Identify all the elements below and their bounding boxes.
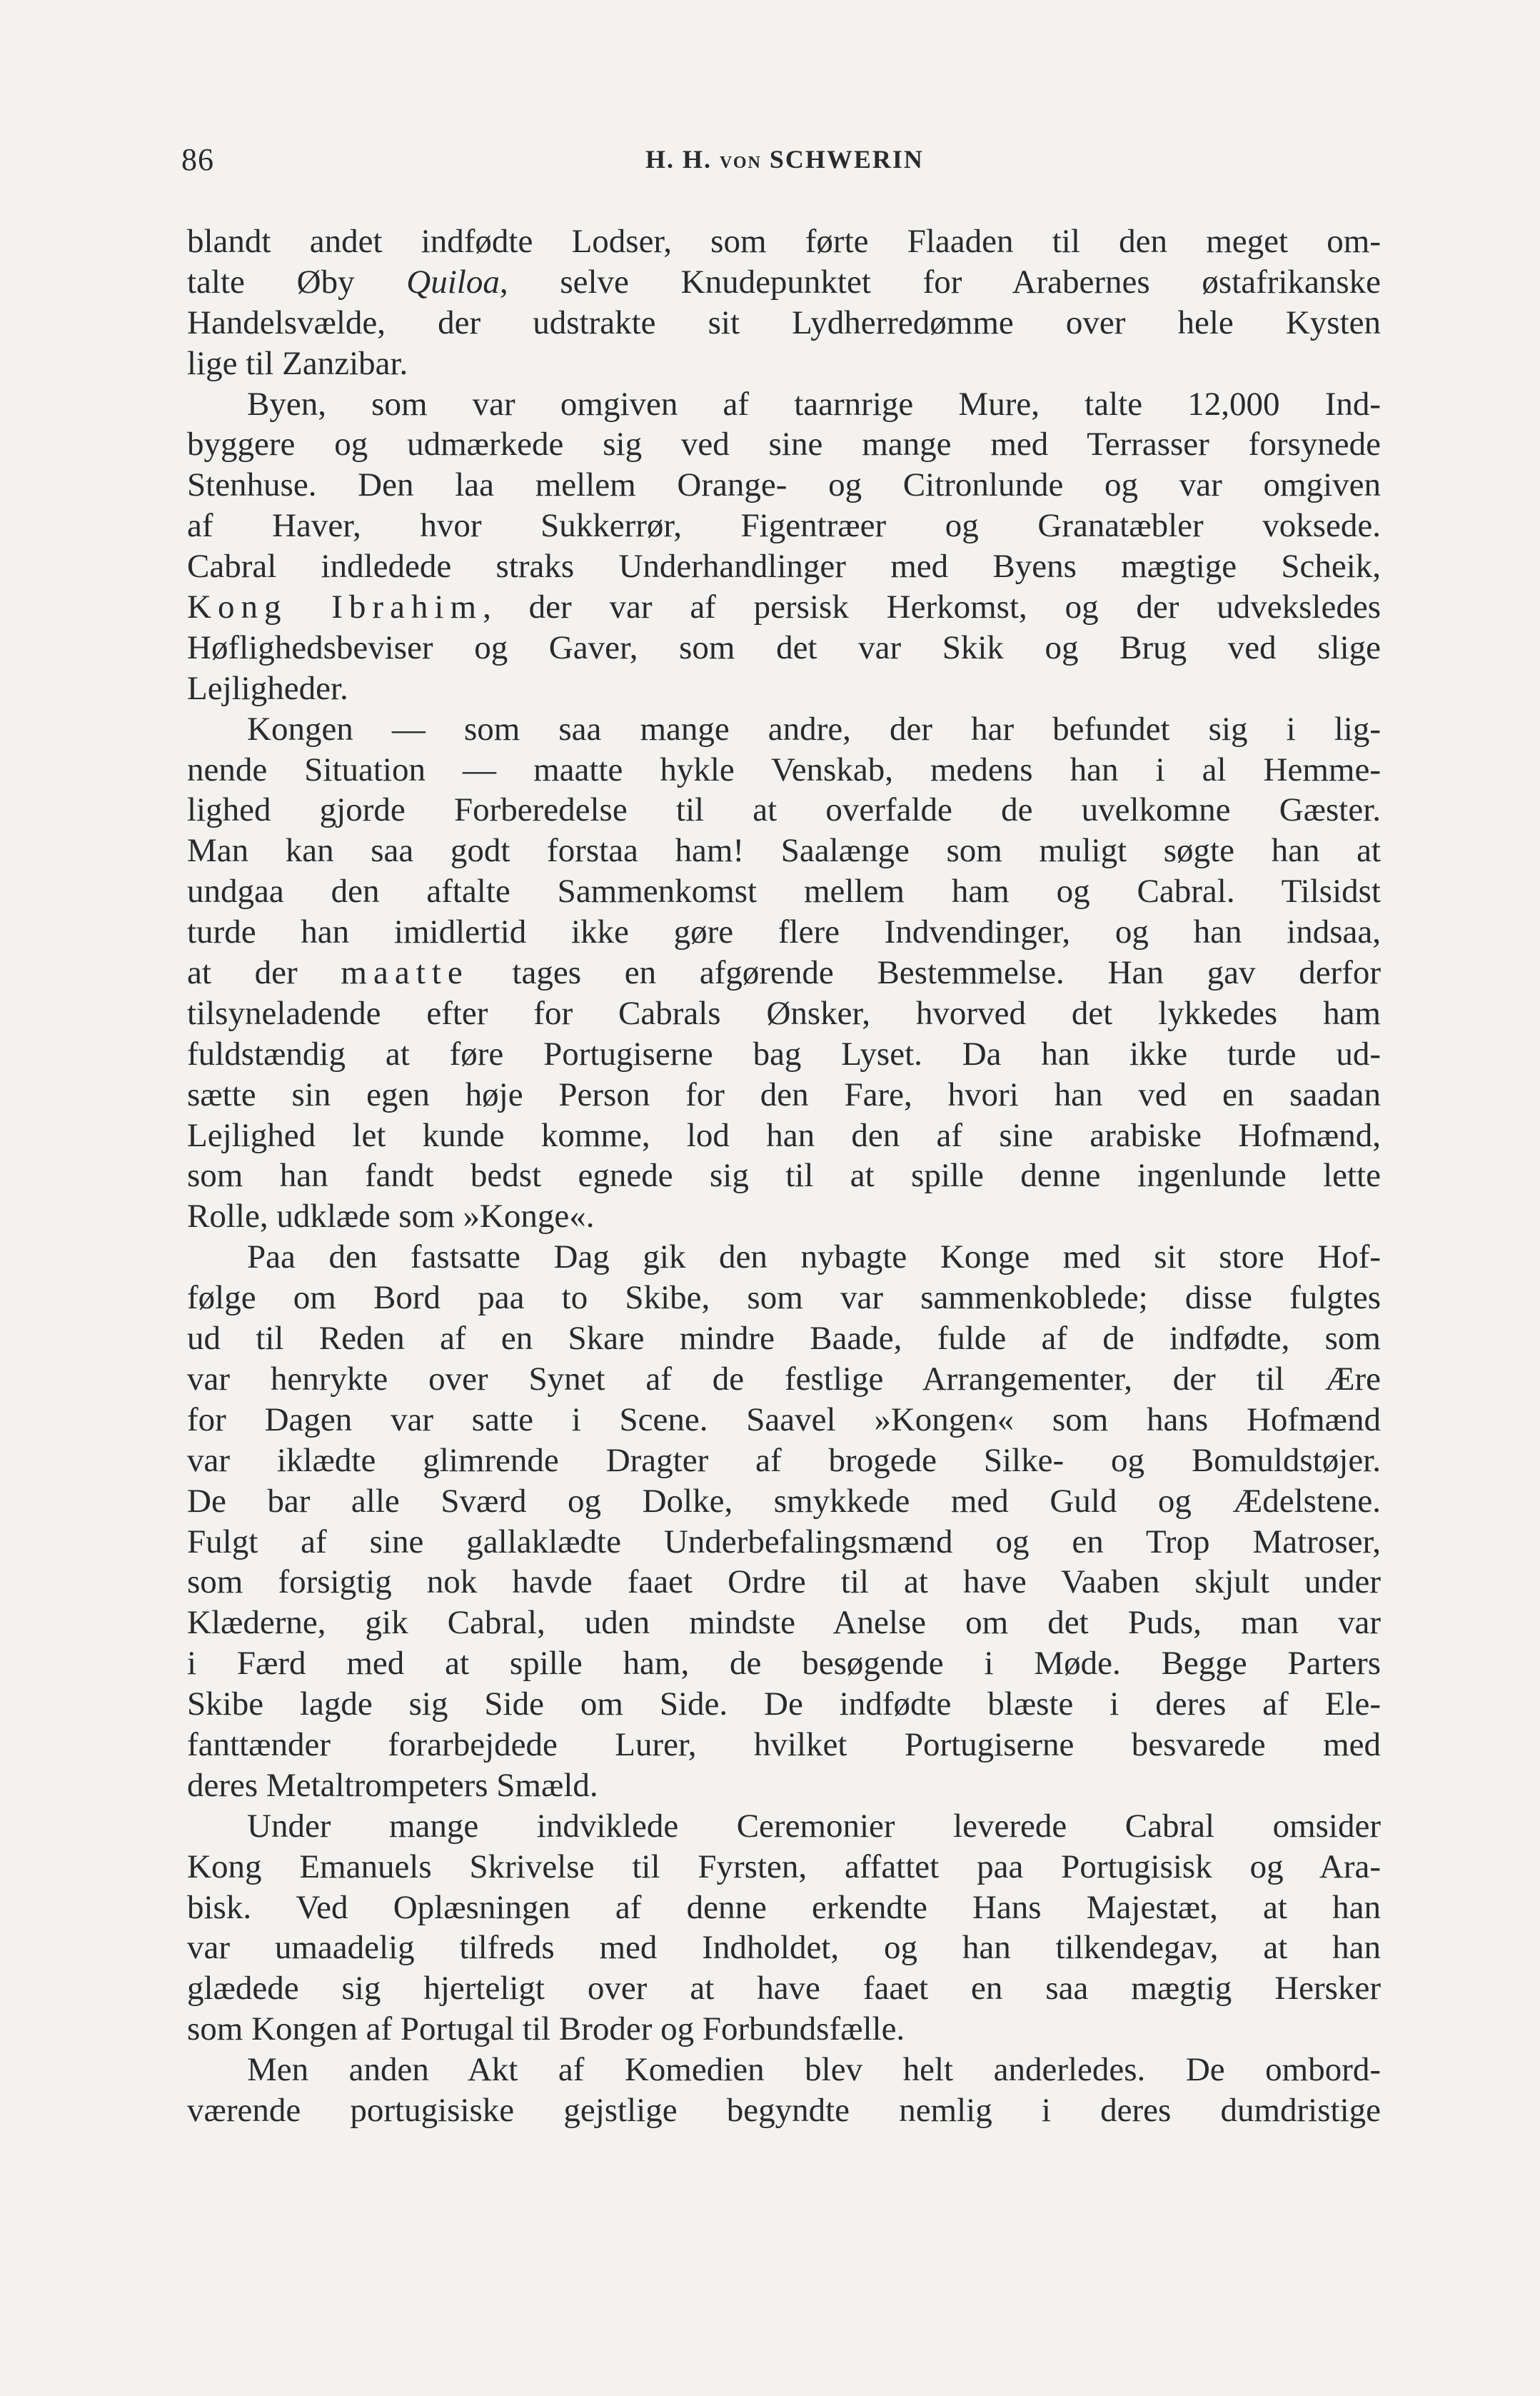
text-line: værende portugisiske gejstlige begyndte nemlig i deres dumdristige	[187, 2091, 1381, 2129]
text-line: turde han imidlertid ikke gøre flere Indvendinger, og han indsaa,	[187, 913, 1381, 951]
text-line	[187, 953, 1381, 993]
text-run: , selve Knudepunktet for Arabernes østafrikanske	[499, 263, 1381, 301]
text-line: byggere og udmærkede sig ved sine mange med Terrasser forsynede	[187, 426, 1381, 463]
text-run: , der var af persisk Herkomst, og der udveksledes	[483, 588, 1381, 626]
text-line: for Dagen var satte i Scene. Saavel »Kongen« som hans Hofmænd	[187, 1400, 1381, 1438]
text-line: Rolle, udklæde som »Konge«.	[187, 1198, 595, 1235]
text-line	[187, 262, 1381, 303]
text-line: glædede sig hjerteligt over at have faaet en saa mægtig Hersker	[187, 1970, 1381, 2007]
text-run: at der	[187, 954, 341, 992]
text-line: blandt andet indfødte Lodser, som førte Flaaden til den meget om-	[187, 223, 1381, 260]
text-line: Man kan saa godt forstaa ham! Saalænge som muligt søgte han at	[187, 832, 1381, 870]
text-line: som han fandt bedst egnede sig til at spille denne ingenlunde lette	[187, 1157, 1381, 1195]
text-line: Kong Emanuels Skrivelse til Fyrsten, affattet paa Portugisisk og Ara-	[187, 1848, 1381, 1885]
text-run: talte Øby	[187, 263, 407, 301]
place-name-italic: Quiloa	[406, 263, 500, 301]
text-line: bisk. Ved Oplæsningen af denne erkendte Hans Majestæt, at han	[187, 1888, 1381, 1926]
text-line: var iklædte glimrende Dragter af brogede Silke- og Bomuldstøjer.	[187, 1441, 1381, 1479]
text-line: Lejligheder.	[187, 669, 348, 707]
text-run: tages en afgørende Bestemmelse. Han gav derfor	[468, 954, 1381, 992]
text-line: undgaa den aftalte Sammenkomst mellem ham og Cabral. Tilsidst	[187, 873, 1381, 911]
text-line: i Færd med at spille ham, de besøgende i Møde. Begge Parters	[187, 1645, 1381, 1683]
text-line: De bar alle Sværd og Dolke, smykkede med Guld og Ædelstene.	[187, 1482, 1381, 1520]
paragraph-start-line: Kongen — som saa mange andre, der har befundet sig i lig-	[247, 710, 1381, 748]
text-line: som Kongen af Portugal til Broder og Forbundsfælle.	[187, 2010, 905, 2048]
text-line: Lejlighed let kunde komme, lod han den af sine arabiske Hofmænd,	[187, 1116, 1381, 1154]
text-line: som forsigtig nok havde faaet Ordre til at have Vaaben skjult under	[187, 1563, 1381, 1601]
text-line: tilsyneladende efter for Cabrals Ønsker, hvorved det lykkedes ham	[187, 994, 1381, 1032]
text-line: følge om Bord paa to Skibe, som var sammenkoblede; disse fulgtes	[187, 1279, 1381, 1317]
paragraph-start-line: Byen, som var omgiven af taarnrige Mure, talte 12,000 Ind-	[247, 385, 1381, 423]
page-number: 86	[181, 142, 214, 177]
text-line: ud til Reden af en Skare mindre Baade, fulde af de indfødte, som	[187, 1320, 1381, 1358]
text-line: var umaadelig tilfreds med Indholdet, og han tilkendegav, at han	[187, 1929, 1381, 1967]
paragraph-start-line: Paa den fastsatte Dag gik den nybagte Konge med sit store Hof-	[247, 1238, 1381, 1276]
text-line: fanttænder forarbejdede Lurer, hvilket Portugiserne besvarede med	[187, 1725, 1381, 1763]
paragraph-start-line: Under mange indviklede Ceremonier leverede Cabral omsider	[247, 1807, 1381, 1845]
paragraph-start-line: Men anden Akt af Komedien blev helt anderledes. De ombord-	[247, 2051, 1381, 2089]
text-line: lige til Zanzibar.	[187, 344, 408, 382]
text-line: Klæderne, gik Cabral, uden mindste Anelse om det Puds, man var	[187, 1604, 1381, 1642]
text-line: nende Situation — maatte hykle Venskab, medens han i al Hemme-	[187, 751, 1381, 788]
running-title	[645, 144, 924, 174]
author-von: VON	[720, 154, 762, 172]
body-text	[187, 221, 1381, 2131]
text-line: deres Metaltrompeters Smæld.	[187, 1766, 598, 1804]
text-line: Skibe lagde sig Side om Side. De indfødte blæste i deres af Ele-	[187, 1685, 1381, 1723]
text-line: sætte sin egen høje Person for den Fare, hvori han ved en saadan	[187, 1076, 1381, 1113]
running-head	[174, 141, 1388, 184]
text-line	[187, 587, 1381, 628]
text-line: Handelsvælde, der udstrakte sit Lydherredømme over hele Kysten	[187, 304, 1381, 341]
text-line: Cabral indledede straks Underhandlinger med Byens mægtige Scheik,	[187, 548, 1381, 586]
spaced-name: Kong Ibrahim	[187, 588, 483, 626]
author-prefix: H. H.	[645, 145, 720, 174]
text-line: lighed gjorde Forberedelse til at overfalde de uvelkomne Gæster.	[187, 791, 1381, 829]
text-line: var henrykte over Synet af de festlige Arrangementer, der til Ære	[187, 1360, 1381, 1398]
text-line: Høflighedsbeviser og Gaver, som det var Skik og Brug ved slige	[187, 628, 1381, 666]
text-line: fuldstændig at føre Portugiserne bag Lyset. Da han ikke turde ud-	[187, 1035, 1381, 1073]
spaced-word: maatte	[341, 954, 469, 992]
text-line: Stenhuse. Den laa mellem Orange- og Citronlunde og var omgiven	[187, 466, 1381, 504]
text-line: Fulgt af sine gallaklædte Underbefalingsmænd og en Trop Matroser,	[187, 1523, 1381, 1560]
author-name: SCHWERIN	[761, 145, 924, 174]
text-line: af Haver, hvor Sukkerrør, Figentræer og Granatæbler voksede.	[187, 507, 1381, 545]
